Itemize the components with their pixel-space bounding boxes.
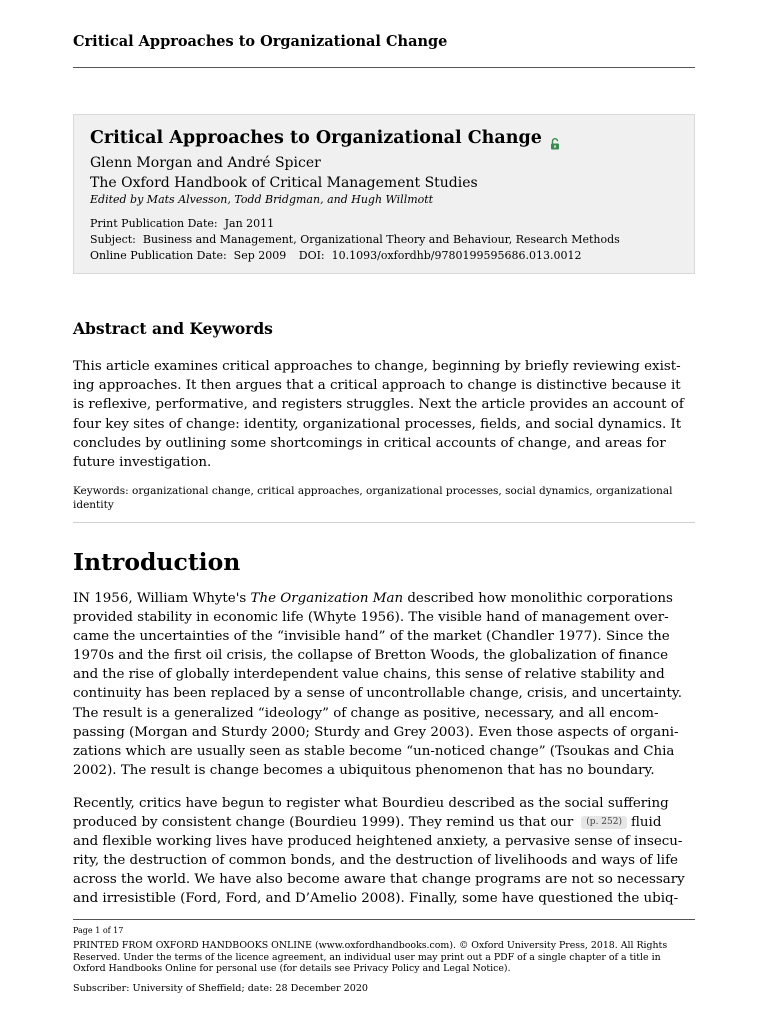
online-publication xyxy=(90,248,679,264)
chapter-title xyxy=(90,127,679,149)
subject-value: Business and Management, Organizational Theory and Behaviour, Research Methods xyxy=(142,233,620,246)
book-title: The Oxford Handbook of Critical Management Studies xyxy=(90,175,478,191)
page-marker: (p. 252) xyxy=(581,816,627,829)
printed-notice xyxy=(73,940,695,975)
paragraph-line: and irresistible (Ford, Ford, and D’Amelio 2008). Finally, some have questioned the ubiq‐ xyxy=(73,891,679,907)
paragraph-line: rity, the destruction of common bonds, and the destruction of livelihoods and ways of life xyxy=(73,853,678,869)
notice-line: Reserved. Under the terms of the licence agreement, an individual user may print out a PDF of a single chapter of a title in xyxy=(73,951,661,963)
footer-divider xyxy=(73,919,695,920)
paragraph-line: continuity has been replaced by a sense of uncontrollable change, crisis, and uncertainty. xyxy=(73,686,682,702)
paragraph-line: and flexible working lives have produced heightened anxiety, a pervasive sense of insecu‐ xyxy=(73,834,683,850)
print-date-value: Jan 2011 xyxy=(224,217,275,230)
keywords-line: Keywords: organizational change, critical approaches, organizational processes, social dynamics, organizational xyxy=(73,485,673,497)
book-title-italic: The Organization Man xyxy=(250,591,404,606)
page-number: Page 1 of 17 xyxy=(73,926,124,935)
print-date-label: Print Publication Date: xyxy=(90,217,218,230)
doi-value[interactable]: 10.1093/oxfordhb/9780199595686.013.0012 xyxy=(331,249,582,262)
paragraph-line: 2002). The result is change becomes a ubiquitous phenomenon that has no boundary. xyxy=(73,762,655,778)
paragraph-line: across the world. We have also become aware that change programs are not so necessary xyxy=(73,872,685,888)
paragraph-line: passing (Morgan and Sturdy 2000; Sturdy and Grey 2003). Even those aspects of organi‐ xyxy=(73,724,679,740)
subject-label: Subject: xyxy=(90,233,136,246)
abstract-line: ing approaches. It then argues that a critical approach to change is distinctive because it xyxy=(73,378,681,394)
metadata-panel xyxy=(73,114,695,274)
paragraph-line: and the rise of globally interdependent value chains, this sense of relative stability and xyxy=(73,667,665,683)
abstract-line: is reflexive, performative, and registers struggles. Next the article provides an account of xyxy=(73,397,684,413)
abstract-line: four key sites of change: identity, organizational processes, fields, and social dynamics. It xyxy=(73,416,682,432)
abstract-line: future investigation. xyxy=(73,455,212,471)
introduction-heading: Introduction xyxy=(73,548,241,576)
abstract-text xyxy=(73,357,695,472)
paragraph-line: The result is a generalized “ideology” of change as positive, necessary, and all encom‐ xyxy=(73,705,659,721)
header-divider xyxy=(73,67,695,68)
paragraph-1 xyxy=(73,589,695,780)
text-run: produced by consistent change (Bourdieu 1999). They remind us that our xyxy=(73,815,574,831)
paragraph-line xyxy=(73,813,695,832)
doi-label: DOI: xyxy=(298,249,325,262)
paragraph-line: came the uncertainties of the “invisible hand” of the market (Chandler 1977). Since the xyxy=(73,629,670,645)
subscriber-info: Subscriber: University of Sheffield; date: 28 December 2020 xyxy=(73,983,369,994)
paragraph-2 xyxy=(73,794,695,909)
print-publication-date xyxy=(90,216,679,232)
online-date-label: Online Publication Date: xyxy=(90,249,227,262)
open-lock-icon xyxy=(550,134,560,146)
paragraph-line: zations which are usually seen as stable become “un-noticed change” (Tsoukas and Chia xyxy=(73,743,675,759)
editors: Edited by Mats Alvesson, Todd Bridgman, and Hugh Willmott xyxy=(90,193,434,206)
abstract-line: concludes by outlining some shortcomings in critical accounts of change, and areas for xyxy=(73,435,666,451)
paragraph-line: 1970s and the first oil crisis, the collapse of Bretton Woods, the globalization of finance xyxy=(73,648,669,664)
chapter-title-text: Critical Approaches to Organizational Change xyxy=(90,128,542,148)
section-divider xyxy=(73,522,695,523)
paragraph-line: provided stability in economic life (Whyte 1956). The visible hand of management over‐ xyxy=(73,610,669,626)
subject xyxy=(90,232,679,248)
text-run: described how monolithic corporations xyxy=(403,591,673,606)
notice-line: Oxford Handbooks Online for personal use (for details see Privacy Policy and Legal Notice). xyxy=(73,963,511,975)
paragraph-line xyxy=(73,589,695,608)
abstract-line: This article examines critical approaches to change, beginning by briefly reviewing exist‐ xyxy=(73,359,681,374)
abstract-heading: Abstract and Keywords xyxy=(73,319,273,338)
keywords xyxy=(73,484,695,512)
notice-line: PRINTED FROM OXFORD HANDBOOKS ONLINE (www.oxfordhandbooks.com). © Oxford University Press, 2018. All Rights xyxy=(73,940,668,951)
text-run: fluid xyxy=(630,815,662,831)
running-head: Critical Approaches to Organizational Change xyxy=(73,33,448,50)
keywords-line: identity xyxy=(73,499,114,511)
paragraph-line: Recently, critics have begun to register what Bourdieu described as the social suffering xyxy=(73,796,669,811)
authors: Glenn Morgan and André Spicer xyxy=(90,155,321,171)
online-date-value: Sep 2009 xyxy=(233,249,287,262)
text-run: IN 1956, William Whyte's xyxy=(73,591,251,606)
